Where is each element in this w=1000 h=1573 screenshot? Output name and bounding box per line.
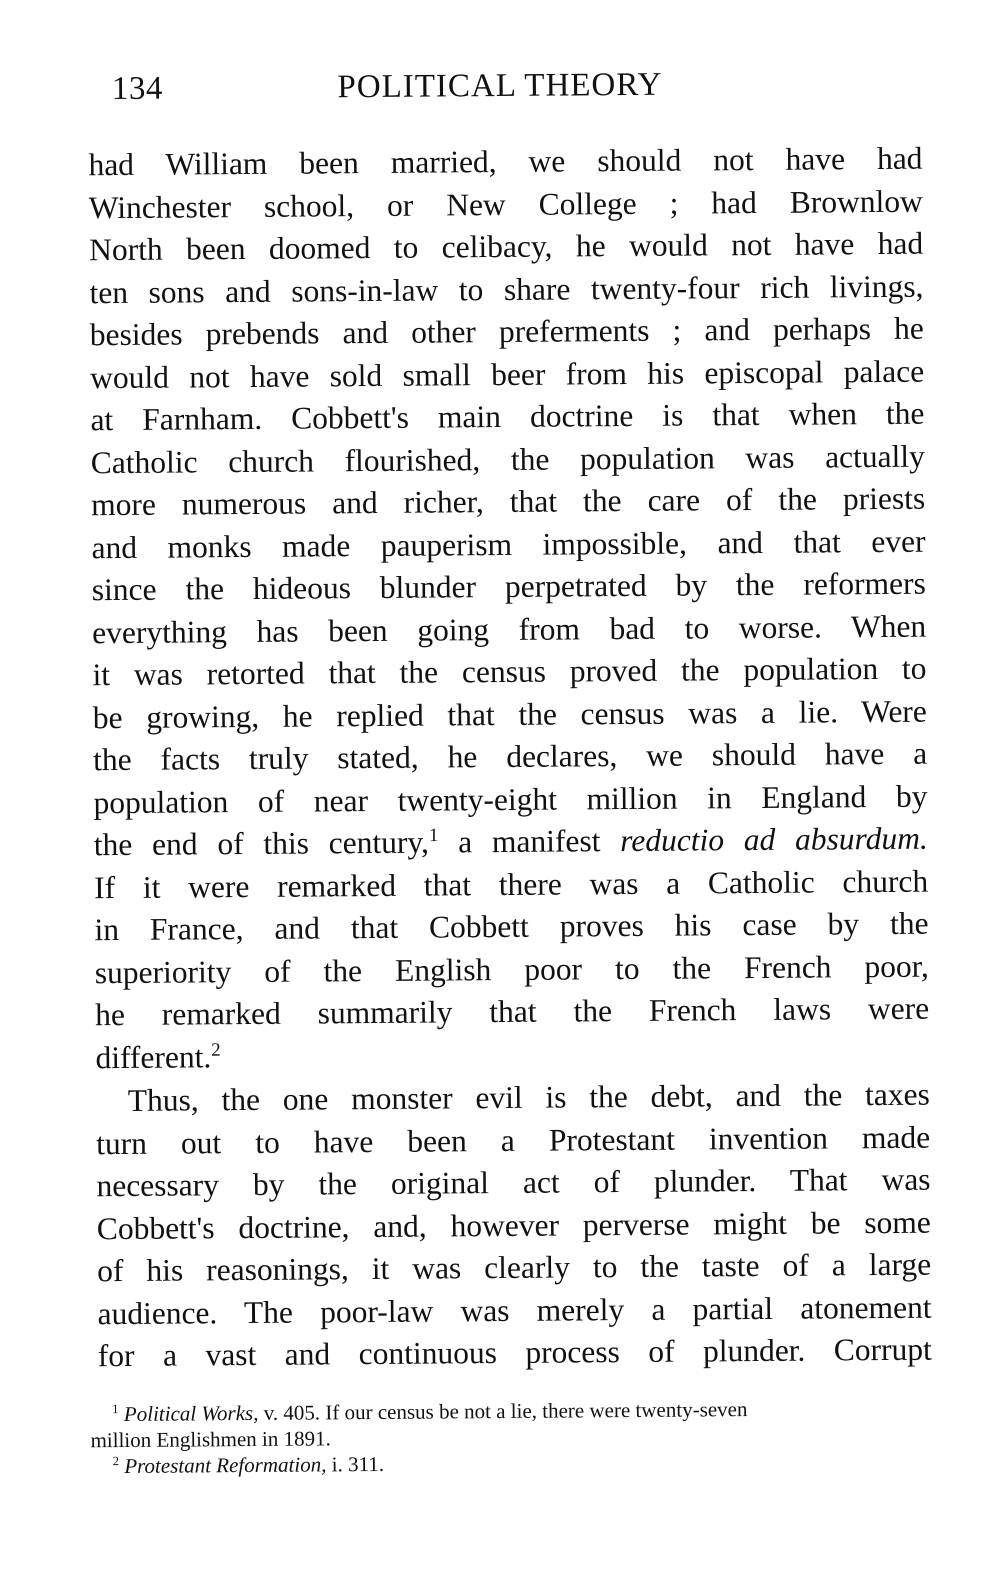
text-line: besides prebends and other preferments ; and perhaps he — [89, 310, 924, 353]
footnote-marker: 1 — [428, 825, 439, 847]
footnote-line — [91, 1447, 921, 1480]
text-run: i. 311. — [326, 1451, 385, 1477]
text-line: Winchester school, or New College ; had Brownlow — [88, 183, 923, 225]
footnote-marker: 1 — [112, 1402, 119, 1417]
text-line: more numerous and richer, that the care of the priests — [91, 480, 926, 523]
text-line: in France, and that Cobbett proves his case by the — [94, 905, 929, 948]
text-line — [95, 1030, 929, 1079]
text-line: would not have sold small beer from his episcopal palace — [90, 353, 925, 395]
text-line: be growing, he replied that the census was a lie. Were — [92, 693, 927, 735]
text-run: the end of this century, — [93, 824, 430, 863]
text-line: he remarked summarily that the French laws were — [95, 990, 930, 1033]
footnote-line: million Englishmen in 1891. — [90, 1426, 331, 1453]
text-line: Cobbett's doctrine, and, however perverse might be some — [96, 1204, 931, 1246]
paragraph — [88, 138, 929, 1080]
paragraph — [96, 1074, 932, 1378]
text-line: necessary by the original act of plunder. That was — [96, 1161, 931, 1204]
text-line: at Farnham. Cobbett's main doctrine is that when the — [90, 395, 925, 438]
text-line: North been doomed to celibacy, he would not have had — [89, 225, 924, 268]
text-line: since the hideous blunder perpetrated by the reformers — [91, 565, 926, 608]
text-line: superiority of the English poor to the French poor, — [94, 948, 929, 990]
text-line: Thus, the one monster evil is the debt, and the taxes — [127, 1076, 930, 1118]
text-line: had William been married, we should not have had — [88, 140, 923, 183]
text-line: it was retorted that the census proved the population to — [92, 650, 927, 693]
text-line: and monks made pauperism impossible, and that ever — [91, 523, 926, 565]
text-line: population of near twenty-eight million in England by — [93, 778, 928, 820]
text-line: Catholic church flourished, the population was actually — [90, 438, 925, 480]
text-run: different. — [95, 1038, 212, 1075]
running-title: POLITICAL THEORY — [337, 66, 663, 106]
page-number: 134 — [111, 70, 164, 108]
text-run: a manifest — [438, 823, 621, 860]
text-line: If it were remarked that there was a Catholic church — [94, 863, 929, 905]
text-line — [94, 818, 928, 867]
text-run: v. 405. If our census be not a lie, there were twenty-seven — [258, 1397, 748, 1425]
footnote-marker: 2 — [211, 1039, 221, 1061]
text-line: ten sons and sons-in-law to share twenty-four rich livings, — [89, 268, 924, 310]
footnote-marker: 2 — [112, 1454, 120, 1469]
italic-text: Political Works, — [123, 1400, 259, 1426]
text-line: for a vast and continuous process of plunder. Corrupt — [97, 1331, 932, 1374]
italic-text: reductio ad absurdum. — [620, 820, 928, 859]
text-line: turn out to have been a Protestant invention made — [96, 1119, 931, 1161]
footnotes — [90, 1395, 921, 1480]
text-line: of his reasonings, it was clearly to the taste of a large — [97, 1246, 932, 1289]
text-line: audience. The poor-law was merely a partial atonement — [97, 1289, 932, 1331]
text-line: the facts truly stated, he declares, we should have a — [93, 735, 928, 778]
text-line: everything has been going from bad to worse. When — [92, 608, 927, 650]
italic-text: Protestant Reformation, — [124, 1452, 327, 1478]
